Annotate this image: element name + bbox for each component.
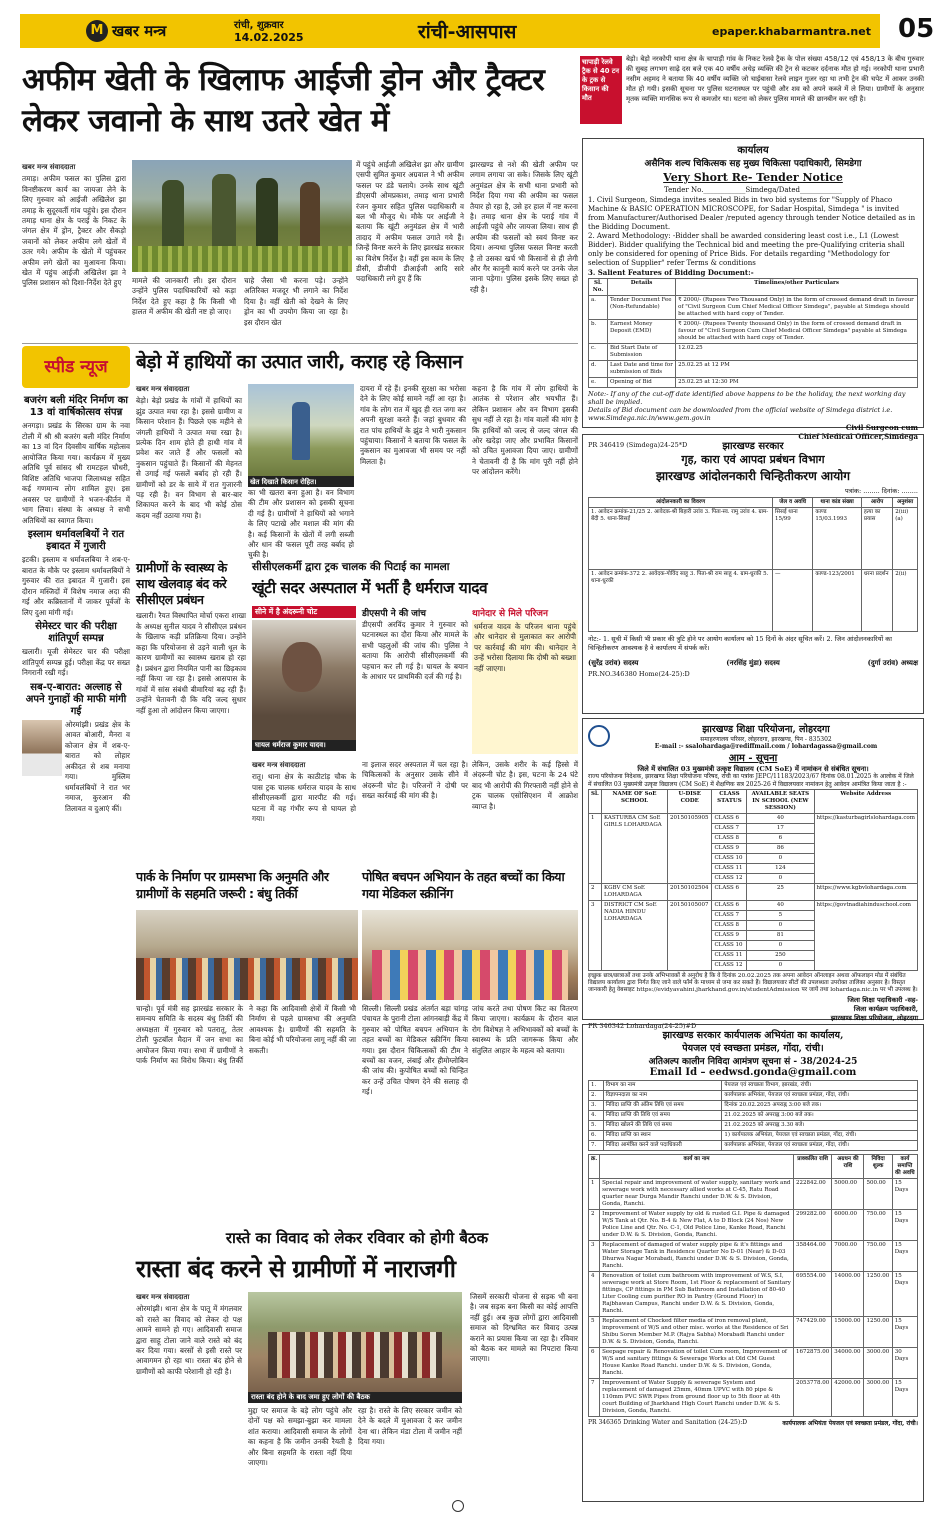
speed-item-title: बजरंग बली मंदिर निर्माण का 13 वां वार्षिकोत्सव संपन्न: [23, 395, 129, 418]
park-headline: पार्क के निर्माण पर ग्रामसभा कि अनुमति और ग्रामीणों के सहमति जरूरी : बंधु तिर्की: [136, 869, 329, 901]
school-table-row: CLASS 11 124: [589, 864, 918, 874]
truck-col-1: डीएसपी अरविंद कुमार ने गुरुवार को घटनास्थल का दौरा किया और मामले के सभी पहलुओं की जांच की। पुलिस ने बताया कि आरोपी सीसीएलकर्मी की पहचान कर ली गई है। घायल के बयान के आधार पर प्राथमिकी दर्ज की गई है।: [362, 620, 468, 682]
speed-item-text: ओरमांझी। प्रखंड क्षेत्र के आवत बोआरी, मैनरा व कोजान क्षेत्र में शब-ए-बारात को लोहार अकीदत से शब मनाया गया। मुस्लिम धर्मावलंबियों ने रात भर नमाज, कुरआन की तिलावत व दुआएं कीं।: [65, 719, 130, 813]
page-number: 05: [898, 14, 935, 44]
nutrition-col-1: सिल्ली। सिल्ली प्रखंड अंतर्गत बड़ा चांगड़ पंचायत के पुरानी टोला आंगनबाड़ी केंद्र में गुरुवार को पोषित बचपन अभियान के तहत बच्चों का मेडिकल स्क्रीनिंग किया गया। इस दौरान चिकित्सकों की टीम ने बच्चों का वजन, लंबाई और हीमोग्लोबिन की जांच की। कुपोषित बच्चों को चिन्हित कर उन्हें उचित पोषण देने की सलाह दी गई।: [362, 1004, 468, 1097]
truck-col-3: खबर मन्त्र संवाददाता रातू। थाना क्षेत्र के काठीटांड़ चौक के पास ट्रक चालक धर्मराज यादव के साथ सीसीएलकर्मी द्वारा मारपीट की गई। घटना में वह गंभीर रूप से घायल हो गया।: [252, 761, 356, 824]
speed-news-logo: स्पीड न्यूज: [22, 346, 130, 388]
truck-photo-caption: घायल धर्मराज कुमार यादव।: [252, 740, 356, 751]
ccl-story: ग्रामीणों के स्वास्थ्य के साथ खेलवाड़ बंद करे सीसीएल प्रबंधन खलारी। रैयत विस्थापित मोर्चा एकरा शाखा के अध्यक्ष सुनील यादव ने सीसीएल प्रबंधन के खिलाफ कड़ी प्रतिक्रिया दिया। उन्होंने कहा कि परियोजना से उड़ने वाली धूल के कारण ग्रामीणों का स्वास्थ्य खराब हो रहा है। प्रबंधन द्वारा नियमित पानी का छिड़काव नहीं किया जा रहा है। इससे आसपास के गांवों में सांस संबंधी बीमारियां बढ़ रही हैं। उन्होंने चेतावनी दी कि यदि जल्द सुधार नहीं हुआ तो आंदोलन किया जाएगा।: [136, 560, 246, 715]
school-table-row: CLASS 9 86: [589, 844, 918, 854]
crowd: [136, 958, 358, 1000]
water-table-row: 3 Replacement of damaged of water supply pipe & it's fittings and Water Storage Tank in Residence Quarter No D-01 (Near) & D-03 Dhurwa Nagar Morabadi, Ranchi under D.W. & S. Division, Gonda, Ranchi. 358464.00 7000.00 750.00 15 Days: [589, 1241, 918, 1272]
elephant-photo: [248, 384, 354, 476]
park-col-1: चान्हो। पूर्व मंत्री सह झारखंड सरकार के समन्वय समिति के सदस्य बंधु तिर्की की अध्यक्षता में गुरुवार को पतरातू, तेतर टोली फुटबॉल मैदान में जन सभा का आयोजन किया गया। सभा में ग्रामीणों ने पार्क निर्माण का विरोध किया। बंधु तिर्की ने कहा कि आदिवासी क्षेत्रों में किसी भी निर्माण से पहले ग्रामसभा की अनुमति आवश्यक है। ग्रामीणों की सहमति के बिना कोई भी परियोजना लागू नहीं की जा सकती।: [136, 1004, 356, 1066]
school-table-row: CLASS 12 0: [589, 874, 918, 884]
truck-headline: खूंटी सदर अस्पताल में भर्ती है धर्मराज यादव: [252, 579, 488, 597]
school-table-row: 2 KGBV CM SoE LOHARDAGA 20150102504 CLASS 6 25 https://www.kgbvlohardaga.com: [589, 884, 918, 901]
school-table-row: 1 KASTURBA CM SoE GIRLS LOHARDAGA 20150105905 CLASS 6 40 https://kasturbagirlslohardaga.com: [589, 814, 918, 824]
tender-notice: कार्यालय असैनिक शल्य चिकित्सक सह मुख्य चिकित्सा पदाधिकारी, सिमडेगा Very Short Re- Tender Notice Tender No.____________Simdega/Dated____________ 1. Civil Surgeon, Simdega invites sealed Bids in two bid systems for "Supply of Phaco Machine & BASIC OPERATION MICROSCOPE, for Sadar Hospital, Simdega " is invited from Manufacturer/Authorised Dealer /reputed agency through tender Notice detailed as in the Bidding Document. 2. Award Methodology: -Bidder shall be awarded considering least cost i.e., L1 (Lowest Bidder). Bidder qualifying the Technical bid and meeting the pre-Qualifying criteria shall only be considered for opening of Price Bids. For details regarding "Methodology for selection of Supplier" refer Terms & conditions 3. Salient Features of Bidding Document:- Sl. No. Details Timelines/other Particulars a. Tender Document Fee (Non-Refundable) ₹ 2000/- (Rupees Two Thousand Only) in the form of crossed demand draft in favour of "Civil Surgeon Cum Chief Medical Officer Simdega", payable at Simdega should be attached with hard copy of Tender. b. Earnest Money Deposit (EMD) ₹ 2000/- (Rupees Twenty thousand Only) in the form of crossed demand draft in favour of "Civil Surgeon Cum Chief Medical Officer Simdega" payable at Simdega should be attached with hard copy of Tender. c. Bid Start Date of Submission 12.02.25 d. Last Date and time for submission of Bids 25.02.25 at 12 PM e. Opening of Bid 25.02.25 at 12:30 PM Note:- If any of the cut-off date identified above happens to be the holiday, the next working day shall be implied. Details of Bid document can be downloaded from the official website of Simdega district i.e. www.Simdega.nic.in/www.gem.gov.in Civil Surgeon cum Chief Medical Officer,Simdega PR 346419 (Simdega)24-25*D: [582, 138, 924, 428]
tender-table: Sl. No. Details Timelines/other Particulars a. Tender Document Fee (Non-Refundable) ₹ 2000/- (Rupees Two Thousand Only) in the form of crossed demand draft in favour of "Civil Surgeon Cum Chief Medical Officer Simdega", payable at Simdega should be attached with hard copy of Tender. b. Earnest Money Deposit (EMD) ₹ 2000/- (Rupees Twenty thousand Only) in the form of crossed demand draft in favour of "Civil Surgeon Cum Chief Medical Officer Simdega" payable at Simdega should be attached with hard copy of Tender. c. Bid Start Date of Submission 12.02.25 d. Last Date and time for submission of Bids 25.02.25 at 12 PM e. Opening of Bid 25.02.25 at 12:30 PM: [588, 278, 918, 388]
school-table-row: CLASS 7 5: [589, 911, 918, 921]
speed-item-title: सब-ए-बारात: अल्लाह से अपने गुनाहों की माफी मांगी गई: [25, 681, 127, 717]
truck-red-label-3: थानेदार से मिले परिजन: [472, 609, 548, 619]
road-col-3: रहा है। रास्ते के लिए सरकार जमीन को देने के बदले में मुआवजा दे कर जमीन देना था। लेकिन मंडा टोला में जमीन नहीं दिया गया।: [358, 1406, 462, 1447]
water-table-row: 5 Replacement of Chocked filter media of iron removal plant, improvement of W/S and other misc. works at the Residence of Sri Shibu Soren Member M.P. (Rajya Sabha) Morabadi Ranchi under D.W. & S. Division, Gonda, Ranchi. 747429.00 15000.00 1250.00 15 Days: [589, 1317, 918, 1348]
lead-col-4: में पहुंचे आईजी अखिलेश झा और ग्रामीण एसपी सुमित कुमार अग्रवाल ने भी अफीम फसल पर डंडे चलाये। उनके साथ खूंटी डीएसपी ओमप्रकाश, तमाड़ थाना प्रभारी रंजन कुमार सहित पुलिस पदाधिकारी व बल भी मौजूद थे। मौके पर आईजी ने बताया कि खूंटी अनुमंडल क्षेत्र में भारी तादाद में अफीम फसल उगाते गये हैं। जिन्हें विनष्ट करने के लिए झारखंड सरकार का विशेष निर्देश है। वहीं इस काम के लिए डीसी, डीजीपी डीआईजी आदि सारे पदाधिकारी लगे हुए हैं कि: [356, 160, 464, 284]
nutrition-photo: [362, 910, 578, 1000]
school-table-row: CLASS 9 81: [589, 931, 918, 941]
elephant-col-1: खबर मन्त्र संवाददाता बेड़ो। बेड़ो प्रखंड के गांवों में हाथियों का झुंड उत्पात मचा रहा है। इससे ग्रामीण व किसान परेशान हैं। पिछले एक महीने से जंगली हाथियों ने उत्पात मचा रखा है। प्रत्येक दिन शाम होते ही हाथी गांव में प्रवेश कर जाते हैं और फसलों को नुकसान पहुंचाते हैं। किसानों की मेहनत से उगाई गई फसलें बर्बाद हो रही हैं। ग्रामीणों को डर के साये में रात गुजारनी पड़ रही है। वन विभाग से बार-बार शिकायत करने के बाद भी कोई ठोस कदम नहीं उठाया गया है।: [136, 385, 242, 520]
school-website-link[interactable]: https://govtnadiahinduschool.com: [814, 901, 917, 971]
truck-kicker: सीसीएलकर्मी द्वारा ट्रक चालक की पिटाई का मामला: [252, 561, 450, 573]
road-photo-caption: रास्ता बंद होने के बाद जमा हुए लोगों की बैठक: [248, 1392, 462, 1403]
masthead-city-day: रांची, शुक्रवार: [234, 20, 284, 31]
water-table-row: 6 Seepage repair & Renovation of toilet Cum room, Improvement of W/S and sanitary fittings & Sewerage Works at Old CM Guest House Kanke Road Ranchi. under D.W. & S. Division, Gonda, Ranchi. 1672875.00 34000.00 3000.00 30 Days: [589, 1348, 918, 1379]
elephant-col-2: का भी खतरा बना हुआ है। वन विभाग की टीम और प्रशासन को इसकी सूचना दी गई है। ग्रामीणों ने हाथियों को भगाने के लिए पटाखे और मशाल की मांग की है। कई किसानों के खेतों में लगी सब्जी और धान की फसल पूरी तरह बर्बाद हो चुकी है।: [248, 488, 354, 560]
water-notice: झारखण्ड सरकार कार्यपालक अभियंता का कार्यालय, पेयजल एवं स्वच्छता प्रमंडल, गोंदा, रांची। अतिअल्प कालीन निविदा आमंत्रण सूचना सं - 38/2024-25 Email Id – eedwsd.gonda@gmail.com 1. विभाग का नाम पेयजल एवं स्वच्छता विभाग, झारखंड, रांची। 2. विज्ञापनदाता का नाम कार्यपालक अभियंता, पेयजल एवं स्वच्छता प्रमंडल, गोंदा, रांची। 3. निविदा प्राप्ति की अंतिम तिथि एवं समय दिनांक 20.02.2025 अपराह्न 3:00 बजे तक। 4. निविदा प्राप्ति की तिथि एवं समय 21.02.2025 को अपराह्न 3:00 बजे तक। 5. निविदा खोलने की तिथि एवं समय 21.02.2025 को अपराह्न 3.30 बजे। 6. निविदा प्राप्ति का स्थान 1) कार्यपालक अभियंता, पेयजल एवं स्वच्छता प्रमंडल, गोंदा, रांची। 7. निविदा आमंत्रित करने वाले पदाधिकारी कार्यपालक अभियंता, पेयजल एवं स्वच्छता प्रमंडल, गोंदा, रांची। क्र. कार्य का नाम प्राक्कलित राशि अग्रधन की राशि निविदा शुल्क कार्य समाप्ति की अवधि 1 Special repair and improvement of water supply, sanitary work and sewerage work with necessary allied works at C-45, Ratu Road quarter near Durga Mandir Ranchi under D.W. & S. Division, Gonda, Ranchi. 222842.00 5000.00 500.00 15 Days 2 Improvement of Water supply by old & rusted G.I. Pipe & damaged W/S Tank at Qtr. No. B-4 & New Flat, A to D Block (24 Nos) New Police Line and Qtr. No. C-1, Old Police Line, Kanke Road, Ranchi under D.W. & S. Division, Gonda, Ranchi. 299282.00 6000.00 750.00 15 Days 3 Replacement of damaged of water supply pipe & it's fittings and Water Storage Tank in Residence Quarter No D-01 (Near) & D-03 Dhurwa Nagar Morabadi, Ranchi under D.W. & S. Division, Gonda, Ranchi. 358464.00 7000.00 750.00 15 Days 4 Renovation of toilet cum bathroom with improvement of W.S, S.I, sewerage work at Store Room, 1st Floor & replacement of Sanitary fittings, CP fittings in PM Sub Bathroom and Installation of 80-40 Liter Cooling cum purifier RO in Pantry (Ground Floor) in Rajbhawan Campus, Ranchi under D.W. & S. Division, Gonda, Ranchi. 695554.00 14000.00 1250.00 15 Days 5 Replacement of Chocked filter media of iron removal plant, improvement of W/S and other misc. works at the Residence of Sri Shibu Soren Member M.P. (Rajya Sabha) Morabadi Ranchi under D.W. & S. Division, Gonda, Ranchi. 747429.00 15000.00 1250.00 15 Days 6 Seepage repair & Renovation of toilet Cum room, Improvement of W/S and sanitary fittings & Sewerage Works at Old CM Guest House Kanke Road Ranchi. under D.W. & S. Division, Gonda, Ranchi. 1672875.00 34000.00 3000.00 30 Days 7 Improvement of Water Supply & sewerage System and replacement of damaged 25mm, 40mm UPVC with 80 pipe & 110mm PVC SWR Pipes from ground floor up to 5th floor at 4th court Building of Jharkhand High Court Ranchi under D.W. & S. Division, Gonda, Ranchi. 2053778.00 42000.00 3000.00 15 Days PR 346365 Drinking Water and Sanitation (24-25):D कार्यपालक अभियंता पेयजल एवं स्वच्छता प्रमंडल, गोंदा, रांची।: [582, 1024, 924, 1502]
park-meeting-photo: [136, 910, 358, 1000]
speed-item-title: इस्लाम धर्मावलबियों ने रात इबादत में गुजारी: [27, 529, 125, 552]
masthead-logo: खबर मन्त्र: [112, 22, 167, 40]
brief-text: बेड़ो। बेड़ो नरकोपी थाना क्षेत्र के चापाड़ी गांव के निकट रेलवे ट्रैक के पोल संख्या 458/12 एवं 458/13 के बीच गुरुवार की सुबह लगभग साढ़े दस बजे एक 40 वर्षीय अधेड़ व्यक्ति की ट्रेन से कटकर दर्दनाक मौत हो गई। नरकोपी थाना प्रभारी नसीम अहमद ने बताया कि 40 वर्षीय व्यक्ति जो चाईबासा रेलवे लाइन गुजर रहा था तभी ट्रेन की चपेट में आकर उनकी मौत हो गयी। इसकी सूचना पर पुलिस घटनास्थल पर पहुंची और शव को अपने कब्जे में ले लिया। ग्रामीणों के अनुसार मृतक व्यक्ति मानसिक रूप से कमजोर था। घटना को लेकर पुलिस मामले की छानबीन कर रही है।: [626, 55, 924, 103]
water-table-row: 2 Improvement of Water supply by old & rusted G.I. Pipe & damaged W/S Tank at Qtr. No. B-4 & New Flat, A to D Block (24 Nos) New Police Line and Qtr. No. C-1, Old Police Line, Kanke Road, Ranchi under D.W. & S. Division, Gonda, Ranchi. 299282.00 6000.00 750.00 15 Days: [589, 1210, 918, 1241]
nutrition-col-2: जांच करते तथा पोषण किट का वितरण किया जाएगा। कार्यक्रम के दौरान बाल रोग विशेषज्ञ ने अभिभावकों को बच्चों के स्वास्थ्य के प्रति जागरूक किया और संतुलित आहार के महत्व को बताया।: [472, 1004, 578, 1055]
truck-red-label-1: सीने में है अंदरूनी चोट: [252, 606, 356, 618]
speed-item-title: सेमेस्टर चार की परीक्षा शांतिपूर्ण सम्पन्न: [35, 621, 117, 644]
farmer-figure: [292, 402, 310, 460]
officer-figure: [212, 174, 236, 252]
school-logo-icon: [588, 725, 610, 747]
truck-red-label-2: डीएसपी ने की जांच: [362, 609, 427, 619]
truck-col-4: ना इलाज सदर अस्पताल में चल रहा है। चिकित्सकों के अनुसार उसके सीने में अंदरूनी चोट है। परिजनों ने दोषी पर सख्त कार्रवाई की मांग की है।: [362, 760, 468, 801]
truck-col-2: धर्मराज यादव के परिजन थाना पहुंचे और थानेदार से मुलाकात कर आरोपी पर कार्रवाई की मांग की। थानेदार ने उन्हें भरोसा दिलाया कि दोषी को बख्शा नहीं जाएगा।: [472, 620, 578, 754]
logo-icon: M: [86, 20, 108, 42]
water-table-row: 1 Special repair and improvement of water supply, sanitary work and sewerage work with necessary allied works at C-45, Ratu Road quarter near Durga Mandir Ranchi under D.W. & S. Division, Gonda, Ranchi. 222842.00 5000.00 500.00 15 Days: [589, 1179, 918, 1210]
school-table-row: CLASS 8 0: [589, 921, 918, 931]
registration-mark-icon: [452, 1500, 464, 1512]
brief-label: चापाड़ी रेलवे ट्रैक से 40 टन के ट्रक से किसान की मौत: [580, 56, 622, 124]
elephant-photo-caption: खेत दिखाते किसान रोहित।: [248, 476, 354, 487]
poppy-field: [132, 246, 352, 272]
masthead: [0, 0, 945, 52]
officer-figure: [162, 180, 184, 250]
school-website-link[interactable]: https://kasturbagirlslohardaga.com: [814, 814, 917, 884]
nutrition-headline: पोषित बचपन अभियान के तहत बच्चों का किया गया मेडिकल स्क्रीनिंग: [362, 869, 565, 901]
officer-figure: [256, 178, 278, 250]
person-photo: [22, 720, 62, 776]
water-table-row: 4 Renovation of toilet cum bathroom with improvement of W.S, S.I, sewerage work at Store Room, 1st Floor & replacement of Sanitary fittings, CP fittings in PM Sub Bathroom and Installation of 80-40 Liter Cooling cum purifier RO in Pantry (Ground Floor) in Rajbhawan Campus, Ranchi under D.W. & S. Division, Gonda, Ranchi. 695554.00 14000.00 1250.00 15 Days: [589, 1272, 918, 1317]
truck-col-5: लेकिन, उसके शरीर के कई हिस्से में अंदरूनी चोट है। इस, घटना के 24 घंटे बाद भी आरोपी की गिरफ्तारी नहीं होने से ट्रक चालक एसोसिएशन में आक्रोश व्याप्त है।: [472, 760, 578, 811]
water-works-table: क्र. कार्य का नाम प्राक्कलित राशि अग्रधन की राशि निविदा शुल्क कार्य समाप्ति की अवधि 1 Special repair and improvement of water supply, sanitary work and sewerage work with necessary allied works at C-45, Ratu Road quarter near Durga Mandir Ranchi under D.W. & S. Division, Gonda, Ranchi. 222842.00 5000.00 500.00 15 Days 2 Improvement of Water supply by old & rusted G.I. Pipe & damaged W/S Tank at Qtr. No. B-4 & New Flat, A to D Block (24 Nos) New Police Line and Qtr. No. C-1, Old Police Line, Kanke Road, Ranchi under D.W. & S. Division, Gonda, Ranchi. 299282.00 6000.00 750.00 15 Days 3 Replacement of damaged of water supply pipe & it's fittings and Water Storage Tank in Residence Quarter No D-01 (Near) & D-03 Dhurwa Nagar Morabadi, Ranchi under D.W. & S. Division, Gonda, Ranchi. 358464.00 7000.00 750.00 15 Days 4 Renovation of toilet cum bathroom with improvement of W.S, S.I, sewerage work at Store Room, 1st Floor & replacement of Sanitary fittings, CP fittings in PM Sub Bathroom and Installation of 80-40 Liter Cooling cum purifier RO in Pantry (Ground Floor) in Rajbhawan Campus, Ranchi under D.W. & S. Division, Gonda, Ranchi. 695554.00 14000.00 1250.00 15 Days 5 Replacement of Chocked filter media of iron removal plant, improvement of W/S and other misc. works at the Residence of Sri Shibu Soren Member M.P. (Rajya Sabha) Morabadi Ranchi under D.W. & S. Division, Gonda, Ranchi. 747429.00 15000.00 1250.00 15 Days 6 Seepage repair & Renovation of toilet Cum room, Improvement of W/S and sanitary fittings & Sewerage Works at Old CM Guest House Kanke Road Ranchi. under D.W. & S. Division, Gonda, Ranchi. 1672875.00 34000.00 3000.00 30 Days 7 Improvement of Water Supply & sewerage System and replacement of damaged 25mm, 40mm UPVC with 80 pipe & 110mm PVC SWR Pipes from ground floor up to 5th floor at 4th court Building of Jharkhand High Court Ranchi under D.W. & S. Division, Gonda, Ranchi. 2053778.00 42000.00 3000.00 15 Days: [588, 1154, 918, 1417]
school-table-row: CLASS 11 250: [589, 951, 918, 961]
road-col-2: मुद्दा पर समाज के बड़े लोग पहुंचे और दोनों पक्ष को समझा-बुझा कर मामला शांत कराया। आदिवासी समाज के लोगों का कहना है कि जमीन उनकी रैयती है और बिना सहमति के रास्ता नहीं दिया जाएगा।: [248, 1406, 352, 1468]
lead-col-1: खबर मन्त्र संवाददाता तमाड़। अफीम फसल का पुलिस द्वारा विनष्टीकरण कार्य का जायजा लेने के लिए गुरुवार को आईजी अखिलेश झा तमाड़ के सुदूरवर्ती गांव पहुंचे। इस दौरान तमाड़ थाना क्षेत्र के पराई के निकट के जंगल क्षेत्र में ड्रोन, ट्रैक्टर और सैकड़ो जवानों को लेकर अफीम लगे खेतों में उतर गये। अफीम के खेतो में पहुंचकर अफीम लगे खेतों का मुआयना किया। खेत में पहुंच आईजी अखिलेश झा ने पुलिस प्रशासन को दिशा-निर्देश देते हुए: [22, 163, 126, 288]
school-table-row: 3 DISTRICT CM SoE NADIA HINDU LOHARDAGA 20150105007 CLASS 6 40 https://govtnadiahinduschool.com: [589, 901, 918, 911]
speed-news: [22, 346, 130, 1506]
masthead-section: रांची-आसपास: [418, 21, 517, 43]
road-col-4: जिसमें सरकारी योजना से सड़क भी बना है। जब सड़क बना किसी का कोई आपत्ति नहीं हुई। अब कुछ लोगों द्वारा आदिवासी समाज को दिग्भ्रमित कर विवाद उत्पन्न कराने का प्रयास किया जा रहा है। रविवार को बैठक कर मामले का निपटारा किया जाएगा।: [470, 1292, 578, 1364]
road-headline: रास्ता बंद करने से ग्रामीणों में नाराजगी: [136, 1255, 456, 1283]
elephant-col-3: दायरा में रहे हैं। इनकी सुरक्षा का भरोसा देने के लिए कोई सामने नहीं आ रहा है। गांव के लोग रात में खुद ही रात जगा कर अपनी सुरक्षा करते हैं। जहां बुधवार की रात पांच हाथियों के झुंड ने भारी नुकसान पहुंचाया। किसानों ने बताया कि फसल के नुकसान का मुआवजा भी समय पर नहीं मिलता है।: [360, 384, 466, 466]
speed-item-text: इटकी। इस्लाम व धर्मावलबिया ने शब-ए-बारात के मौके पर इस्लाम धर्मावलबियों ने गुरुवार की रात इबादत में गुजारी। इस दौरान मस्जिदों में विशेष नमाज अदा की गई और कब्रिस्तानों में जाकर पूर्वजों के लिए दुआ मांगी गई।: [22, 555, 130, 617]
school-notice: झारखण्ड शिक्षा परियोजना, लोहरदगा समाहरणालय परिसर, लोहरदगा, झारखण्ड, पिन - 835302 E-mail :- ssalohardaga@rediffmail.com / lohardagassa@gmail.com आम - सूचना जिले में संचालित 03 मुख्यमंत्री उत्कृष्ट विद्यालय (CM SoE) में नामांकन से संबंधित सूचना। राज्य परियोजना निदेशक, झारखण्ड शिक्षा परियोजना परिषद, रांची का पत्रांक JEPC/11183/2023/67 दिनांक 08.01.2025 के आलोक में जिले में संचालित 03 मुख्यमंत्री उत्कृष्ट विद्यालय (CM SoE) में शैक्षणिक सत्र 2025-26 में विद्यालयवार नामांकन हेतु आवेदन आमंत्रित किया जाता है :- Sl. NAME OF SoE SCHOOL U-DISE CODE CLASS STATUS AVAILABLE SEATS IN SCHOOL (NEW SESSION) Website Address 1 KASTURBA CM SoE GIRLS LOHARDAGA 20150105905 CLASS 6 40 https://kasturbagirlslohardaga.com CLASS 7 17 CLASS 8 6 CLASS 9 86 CLASS 10 0 CLASS 11 124 CLASS 12 0 2 KGBV CM SoE LOHARDAGA 20150102504 CLASS 6 25 https://www.kgbvlohardaga.com 3 DISTRICT CM SoE NADIA HINDU LOHARDAGA 20150105007 CLASS 6 40 https://govtnadiahinduschool.com CLASS 7 5 CLASS 8 0 CLASS 9 81 CLASS 10 0 CLASS 11 250 CLASS 12 0 इच्छुक छात्र/छात्राओं तथा उनके अभिभावकों से अनुरोध है कि वे दिनांक 20.02.2025 तक अपना आवेदन ऑनलाइन अथवा ऑफलाइन मोड में संबंधित विद्यालय कार्यालय द्वारा निर्गत किए जाने वाले फॉर्म के माध्यम से जमा कर सकते हैं। विद्यालयवार सीटों की उपलब्धता उपरोक्त तालिका अनुसार है। विस्तृत जानकारी हेतु वेबसाइट https://evidyavahini.jharkhand.gov.in/studentAdmission पर जायें तथा lohardaga.nic.in पर भी उपलब्ध है। जिला शिक्षा पदाधिकारी -सह- जिला कार्यक्रम पदाधिकारी, झारखण्ड शिक्षा परियोजना, लोहरदगा PR 346342 Lohardaga(24-25)#D: [582, 718, 924, 1020]
speed-item-text: अनगड़ा। प्रखंड के सिरका ग्राम के नवा टोली में श्री श्री बजरंग बली मंदिर निर्माण का 13 वां दिन दिवसीय वार्षिक महोत्सव आयोजित किया गया। कार्यक्रम में मुख्य अतिथि पूर्व सांसद श्री रामटहल चौधरी, विशिष्ट अतिथि भाजपा जिलाध्यक्ष सहित कई गणमान्य लोग शामिल हुए। इस अवसर पर ग्रामीणों ने भजन-कीर्तन में भाग लिया। संस्था के अध्यक्ष ने सभी अतिथियों का स्वागत किया।: [22, 421, 130, 525]
speed-item-text: खलारी। यूजी सेमेस्टर चार की परीक्षा शांतिपूर्ण सम्पन्न हुई। परीक्षा केंद्र पर सख्त निगरानी रखी गई।: [22, 647, 130, 677]
school-table-row: CLASS 8 6: [589, 834, 918, 844]
lead-photo: [132, 160, 352, 272]
water-info-table: 1. विभाग का नाम पेयजल एवं स्वच्छता विभाग, झारखंड, रांची। 2. विज्ञापनदाता का नाम कार्यपालक अभियंता, पेयजल एवं स्वच्छता प्रमंडल, गोंदा, रांची। 3. निविदा प्राप्ति की अंतिम तिथि एवं समय दिनांक 20.02.2025 अपराह्न 3:00 बजे तक। 4. निविदा प्राप्ति की तिथि एवं समय 21.02.2025 को अपराह्न 3:00 बजे तक। 5. निविदा खोलने की तिथि एवं समय 21.02.2025 को अपराह्न 3.30 बजे। 6. निविदा प्राप्ति का स्थान 1) कार्यपालक अभियंता, पेयजल एवं स्वच्छता प्रमंडल, गोंदा, रांची। 7. निविदा आमंत्रित करने वाले पदाधिकारी कार्यपालक अभियंता, पेयजल एवं स्वच्छता प्रमंडल, गोंदा, रांची।: [588, 1080, 918, 1151]
commission-notice: झारखण्ड सरकार गृह, कारा एवं आपदा प्रबंधन विभाग झारखण्ड आंदोलनकारी चिन्हितीकरण आयोग पत्रांक: ........ दिनांक: ........ आंदोलनकारी का विवरण जेल व अवधि थाना कांड संख्या आरोप अनुशंसा 1. आवेदन क्रमांक-21/25 2. आवेदक-श्री बिहारी उरांव 3. पिता-स्व. रामु उरांव 4. ग्राम-बेंदी 5. थाना-सिसई सिसई थाना 15/99 काण्ड 15/03.1993 हत्या का प्रयास 2(iii)(a) 1. आवेदन क्रमांक-372 2. आवेदक-गोविंद साहू 3. पिता-श्री राम साहू 4. ग्राम-धुरकी 5. थाना-धुरकी — काण्ड-123/2001 धरना प्रदर्शन 2(ii) नोट:- 1. सूची में किसी भी प्रकार की त्रुटि होने पर आयोग कार्यालय को 15 दिनों के अंदर सूचित करें। 2. जिन आंदोलनकारियों का चिन्हितीकरण आवश्यक है वे कार्यालय में संपर्क करें। (सुरेंद्र उरांव) सदस्य (नरसिंह मुंडा) सदस्य (दुर्गा उरांव) अध्यक्ष PR.NO.346380 Home(24-25):D: [582, 434, 924, 714]
school-table-row: CLASS 12 0: [589, 961, 918, 971]
lead-col-2: मामले की जानकारी ली। इस दौरान उन्होंने पुलिस पदाधिकारियों को कड़ा निर्देश देते हुए कहा है कि किसी भी हालत में अफीम की खेती नष्ट हो जाए।: [132, 276, 236, 317]
villagers: [268, 1332, 442, 1378]
elephant-col-4: कहना है कि गांव में लोग हाथियों के आतंक से परेशान और भयभीत हैं। लेकिन प्रशासन और वन विभाग इसकी सुध नहीं ले रहा है। गांव वालों की मांग है कि हाथियों को जल्द से जल्द जंगल की ओर खदेड़ा जाए और प्रभावित किसानों को उचित मुआवजा दिया जाए। ग्रामीणों ने चेतावनी दी है कि मांग पूरी नहीं होने पर आंदोलन करेंगे।: [472, 384, 578, 477]
masthead-url[interactable]: epaper.khabarmantra.net: [712, 25, 871, 38]
divider: [22, 343, 578, 344]
officer-figure: [300, 182, 320, 248]
road-kicker: रास्ते का विवाद को लेकर रविवार को होगी बैठक: [225, 1229, 489, 1247]
victim-face: [282, 642, 322, 692]
school-table-row: CLASS 7 17: [589, 824, 918, 834]
school-table: Sl. NAME OF SoE SCHOOL U-DISE CODE CLASS STATUS AVAILABLE SEATS IN SCHOOL (NEW SESSION) Website Address 1 KASTURBA CM SoE GIRLS LOHARDAGA 20150105905 CLASS 6 40 https://kasturbagirlslohardaga.com CLASS 7 17 CLASS 8 6 CLASS 9 86 CLASS 10 0 CLASS 11 124 CLASS 12 0 2 KGBV CM SoE LOHARDAGA 20150102504 CLASS 6 25 https://www.kgbvlohardaga.com 3 DISTRICT CM SoE NADIA HINDU LOHARDAGA 20150105007 CLASS 6 40 https://govtnadiahinduschool.com CLASS 7 5 CLASS 8 0 CLASS 9 81 CLASS 10 0 CLASS 11 250 CLASS 12 0: [588, 789, 918, 971]
road-col-1: खबर मन्त्र संवाददाता ओरमांझी। थाना क्षेत्र के पातू में मंगलवार को रास्ते का विवाद को लेकर दो पक्ष आमने सामने हो गए। आदिवासी समाज द्वारा साहू टोला जाने वाले रास्ते को बंद कर दिया गया। बरसों से इसी रास्ते पर आवागमन हो रहा था। रास्ता बंद होने से ग्रामीणों को काफी परेशानी हो रही है।: [136, 1293, 242, 1376]
commission-table: आंदोलनकारी का विवरण जेल व अवधि थाना कांड संख्या आरोप अनुशंसा 1. आवेदन क्रमांक-21/25 2. आवेदक-श्री बिहारी उरांव 3. पिता-स्व. रामु उरांव 4. ग्राम-बेंदी 5. थाना-सिसई सिसई थाना 15/99 काण्ड 15/03.1993 हत्या का प्रयास 2(iii)(a) 1. आवेदन क्रमांक-372 2. आवेदक-गोविंद साहू 3. पिता-श्री राम साहू 4. ग्राम-धुरकी 5. थाना-धुरकी — काण्ड-123/2001 धरना प्रदर्शन 2(ii): [588, 497, 918, 632]
lead-col-3: चाहे जैसा भी करना पड़े। उन्होंने अतिरिक्त मजदूर भी लगाने का निर्देश दिया है। वहीं खेती को देखने के लिए ड्रोन का भी उपयोग किया जा रहा है। इस दौरान खेत: [244, 276, 348, 327]
children-group: [372, 950, 568, 1000]
school-table-row: CLASS 10 0: [589, 941, 918, 951]
truck-victim-photo: [252, 620, 356, 740]
top-brief: [580, 52, 925, 132]
road-photo: [248, 1292, 462, 1392]
lead-headline: अफीम खेती के खिलाफ आईजी ड्रोन और ट्रैक्टर लेकर जवानो के साथ उतरे खेत में: [22, 62, 545, 139]
school-table-row: CLASS 10 0: [589, 854, 918, 864]
school-website-link[interactable]: https://www.kgbvlohardaga.com: [814, 884, 917, 901]
water-table-row: 7 Improvement of Water Supply & sewerage System and replacement of damaged 25mm, 40mm UPVC with 80 pipe & 110mm PVC SWR Pipes from ground floor up to 5th floor at 4th court Building of Jharkhand High Court Ranchi under D.W. & S. Division, Gonda, Ranchi. 2053778.00 42000.00 3000.00 15 Days: [589, 1379, 918, 1417]
elephant-headline: बेड़ो में हाथियों का उत्पात जारी, कराह रहे किसान: [136, 351, 463, 373]
lead-col-5: झारखण्ड से नशे की खेती अफीम पर लगाम लगाया जा सके। जिसके लिए खूंटी अनुमंडल क्षेत्र के सभी थाना प्रभारी को निर्देश दिया गया की अफीम का फसल तैयार हो रहा है, उसे हर हाल में नष्ट करना है। तमाड़ थाना क्षेत्र के पराई गांव में आईजी पहुंचे और जायजा लिया। साथ ही अफीम की फसलों को स्वयं विनष्ट कर दिया। अन्यथा पुलिस फसल विनष्ट करती है तो उसका खर्च भी किसानों से ही लेगी और गैर कानूनी कार्य करने पर उनके जेल जाना पड़ेगा। पुलिस इसके लिए सख्त हो रही है।: [470, 160, 578, 294]
masthead-date: 14.02.2025: [234, 31, 304, 44]
